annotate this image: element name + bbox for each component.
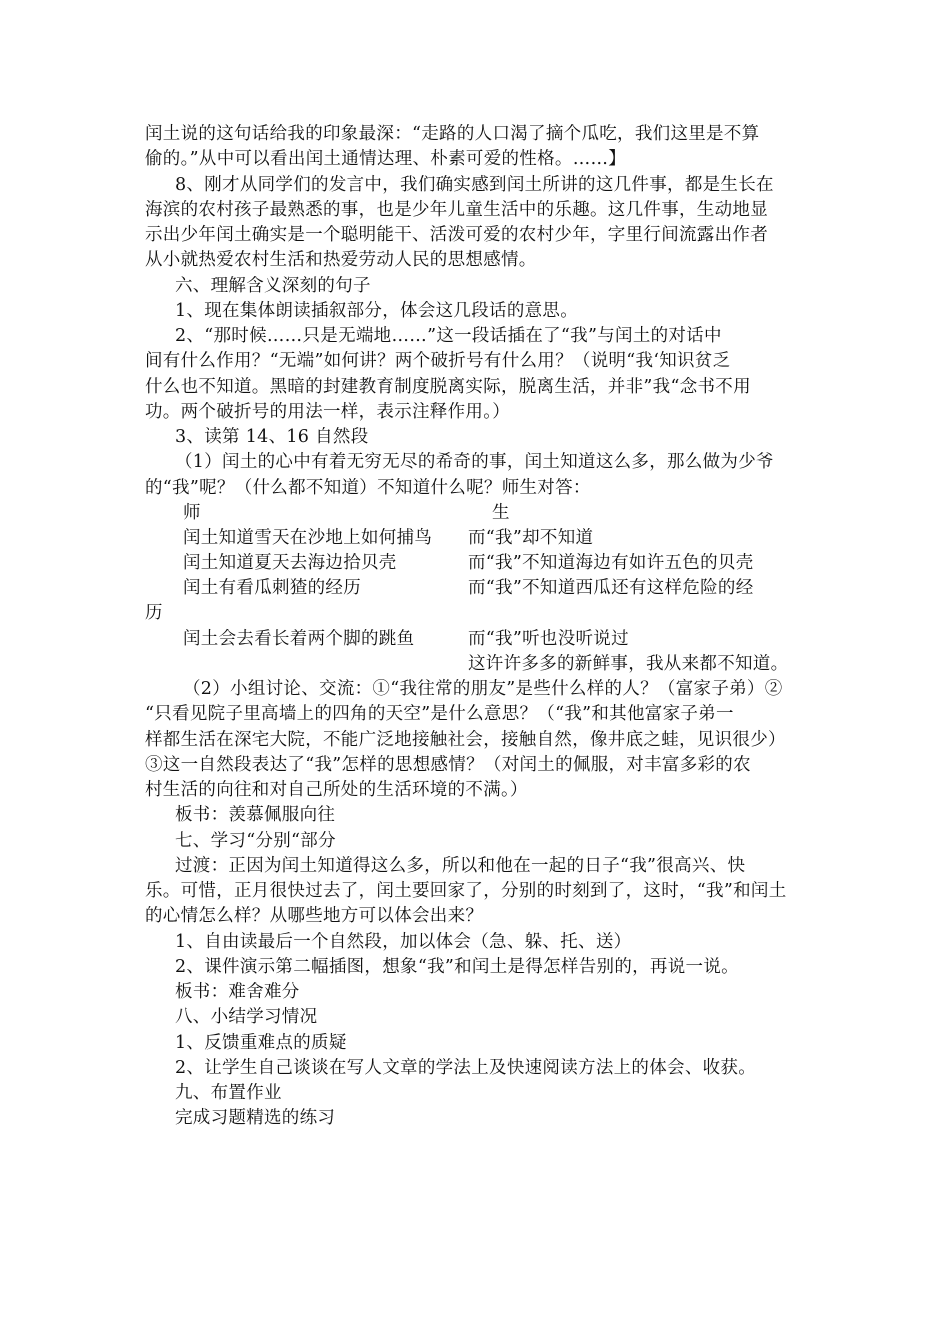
board-note: 板书：羡慕佩服向往 [175, 805, 336, 825]
paragraph-line: 海滨的农村孩子最熟悉的事，也是少年儿童生活中的乐趣。这几件事，生动地显 [145, 200, 768, 220]
paragraph-line: （1）闰土的心中有着无穷无尽的希奇的事，闰土知道这么多，那么做为少爷 [175, 452, 774, 472]
paragraph-line: 乐。可惜，正月很快过去了，闰土要回家了，分别的时刻到了，这时，“我”和闰土 [145, 881, 787, 901]
paragraph-line: 2、课件演示第二幅插图，想象“我”和闰土是得怎样告别的，再说一说。 [175, 957, 739, 977]
paragraph-line: “只看见院子里高墙上的四角的天空”是什么意思？（“我”和其他富家子弟一 [145, 704, 734, 724]
board-note: 板书：难舍难分 [175, 982, 300, 1002]
paragraph-line: 样都生活在深宅大院，不能广泛地接触社会，接触自然，像井底之蛙，见识很少） [145, 730, 786, 750]
paragraph-line: 1、反馈重难点的质疑 [175, 1033, 347, 1053]
paragraph-line: 1、现在集体朗读插叙部分，体会这几段话的意思。 [175, 301, 579, 321]
paragraph-line: 2、“那时候……只是无端地……”这一段话插在了“我”与闰土的对话中 [175, 326, 722, 346]
paragraph-line: 8、刚才从同学们的发言中，我们确实感到闰土所讲的这几件事，都是生长在 [175, 175, 774, 195]
paragraph-line: 间有什么作用？“无端”如何讲？两个破折号有什么用？（说明“我‘知识贫乏 [145, 351, 731, 371]
dialog-header-student: 生 [492, 503, 510, 523]
paragraph-line: 2、让学生自己谈谈在写人文章的学法上及快速阅读方法上的体会、收获。 [175, 1058, 757, 1078]
paragraph-line: 闰土说的这句话给我的印象最深：“走路的人口渴了摘个瓜吃，我们这里是不算 [145, 124, 760, 144]
dialog-student-line: 而“我”不知道海边有如许五色的贝壳 [468, 553, 754, 573]
paragraph-line: 功。两个破折号的用法一样，表示注释作用。） [145, 402, 511, 422]
section-heading: 八、小结学习情况 [175, 1007, 318, 1027]
paragraph-line: 什么也不知道。黑暗的封建教育制度脱离实际，脱离生活，并非”我“念书不用 [145, 377, 751, 397]
paragraph-line: 1、自由读最后一个自然段，加以体会（急、躲、托、送） [175, 932, 632, 952]
dialog-teacher-line: 闰土知道雪天在沙地上如何捕鸟 [183, 528, 433, 548]
dialog-student-line: 这许许多多的新鲜事，我从来都不知道。 [468, 654, 789, 674]
paragraph-line: 的心情怎么样？从哪些地方可以体会出来？ [145, 906, 484, 926]
section-heading: 九、布置作业 [175, 1083, 282, 1103]
paragraph-line: 偷的。”从中可以看出闰土通情达理、朴素可爱的性格。……】 [145, 149, 627, 169]
dialog-teacher-line: 闰土有看瓜刺猹的经历 [183, 578, 361, 598]
section-heading: 七、学习“分别“部分 [175, 831, 336, 851]
paragraph-line: 过渡：正因为闰土知道得这么多，所以和他在一起的日子“我”很高兴、快 [175, 856, 746, 876]
paragraph-line: 3、读第 14、16 自然段 [175, 427, 369, 447]
dialog-header-teacher: 师 [183, 503, 201, 523]
dialog-wrap-line: 历 [145, 603, 163, 623]
paragraph-line: 从小就热爱农村生活和热爱劳动人民的思想感情。 [145, 250, 537, 270]
dialog-teacher-line: 闰土知道夏天去海边拾贝壳 [183, 553, 397, 573]
section-heading: 六、理解含义深刻的句子 [175, 276, 371, 296]
dialog-student-line: 而“我”听也没听说过 [468, 629, 629, 649]
paragraph-line: 完成习题精选的练习 [175, 1108, 336, 1128]
paragraph-line: ③这一自然段表达了“我”怎样的思想感情？（对闰土的佩服，对丰富多彩的农 [145, 755, 751, 775]
paragraph-line: （2）小组讨论、交流：①“我往常的朋友”是些什么样的人？（富家子弟）② [183, 679, 783, 699]
paragraph-line: 的“我”呢？（什么都不知道）不知道什么呢？师生对答： [145, 478, 591, 498]
paragraph-line: 村生活的向往和对自己所处的生活环境的不满。） [145, 780, 528, 800]
paragraph-line: 示出少年闰土确实是一个聪明能干、活泼可爱的农村少年，字里行间流露出作者 [145, 225, 768, 245]
dialog-student-line: 而“我”不知道西瓜还有这样危险的经 [468, 578, 754, 598]
dialog-teacher-line: 闰土会去看长着两个脚的跳鱼 [183, 629, 415, 649]
dialog-student-line: 而“我”却不知道 [468, 528, 594, 548]
